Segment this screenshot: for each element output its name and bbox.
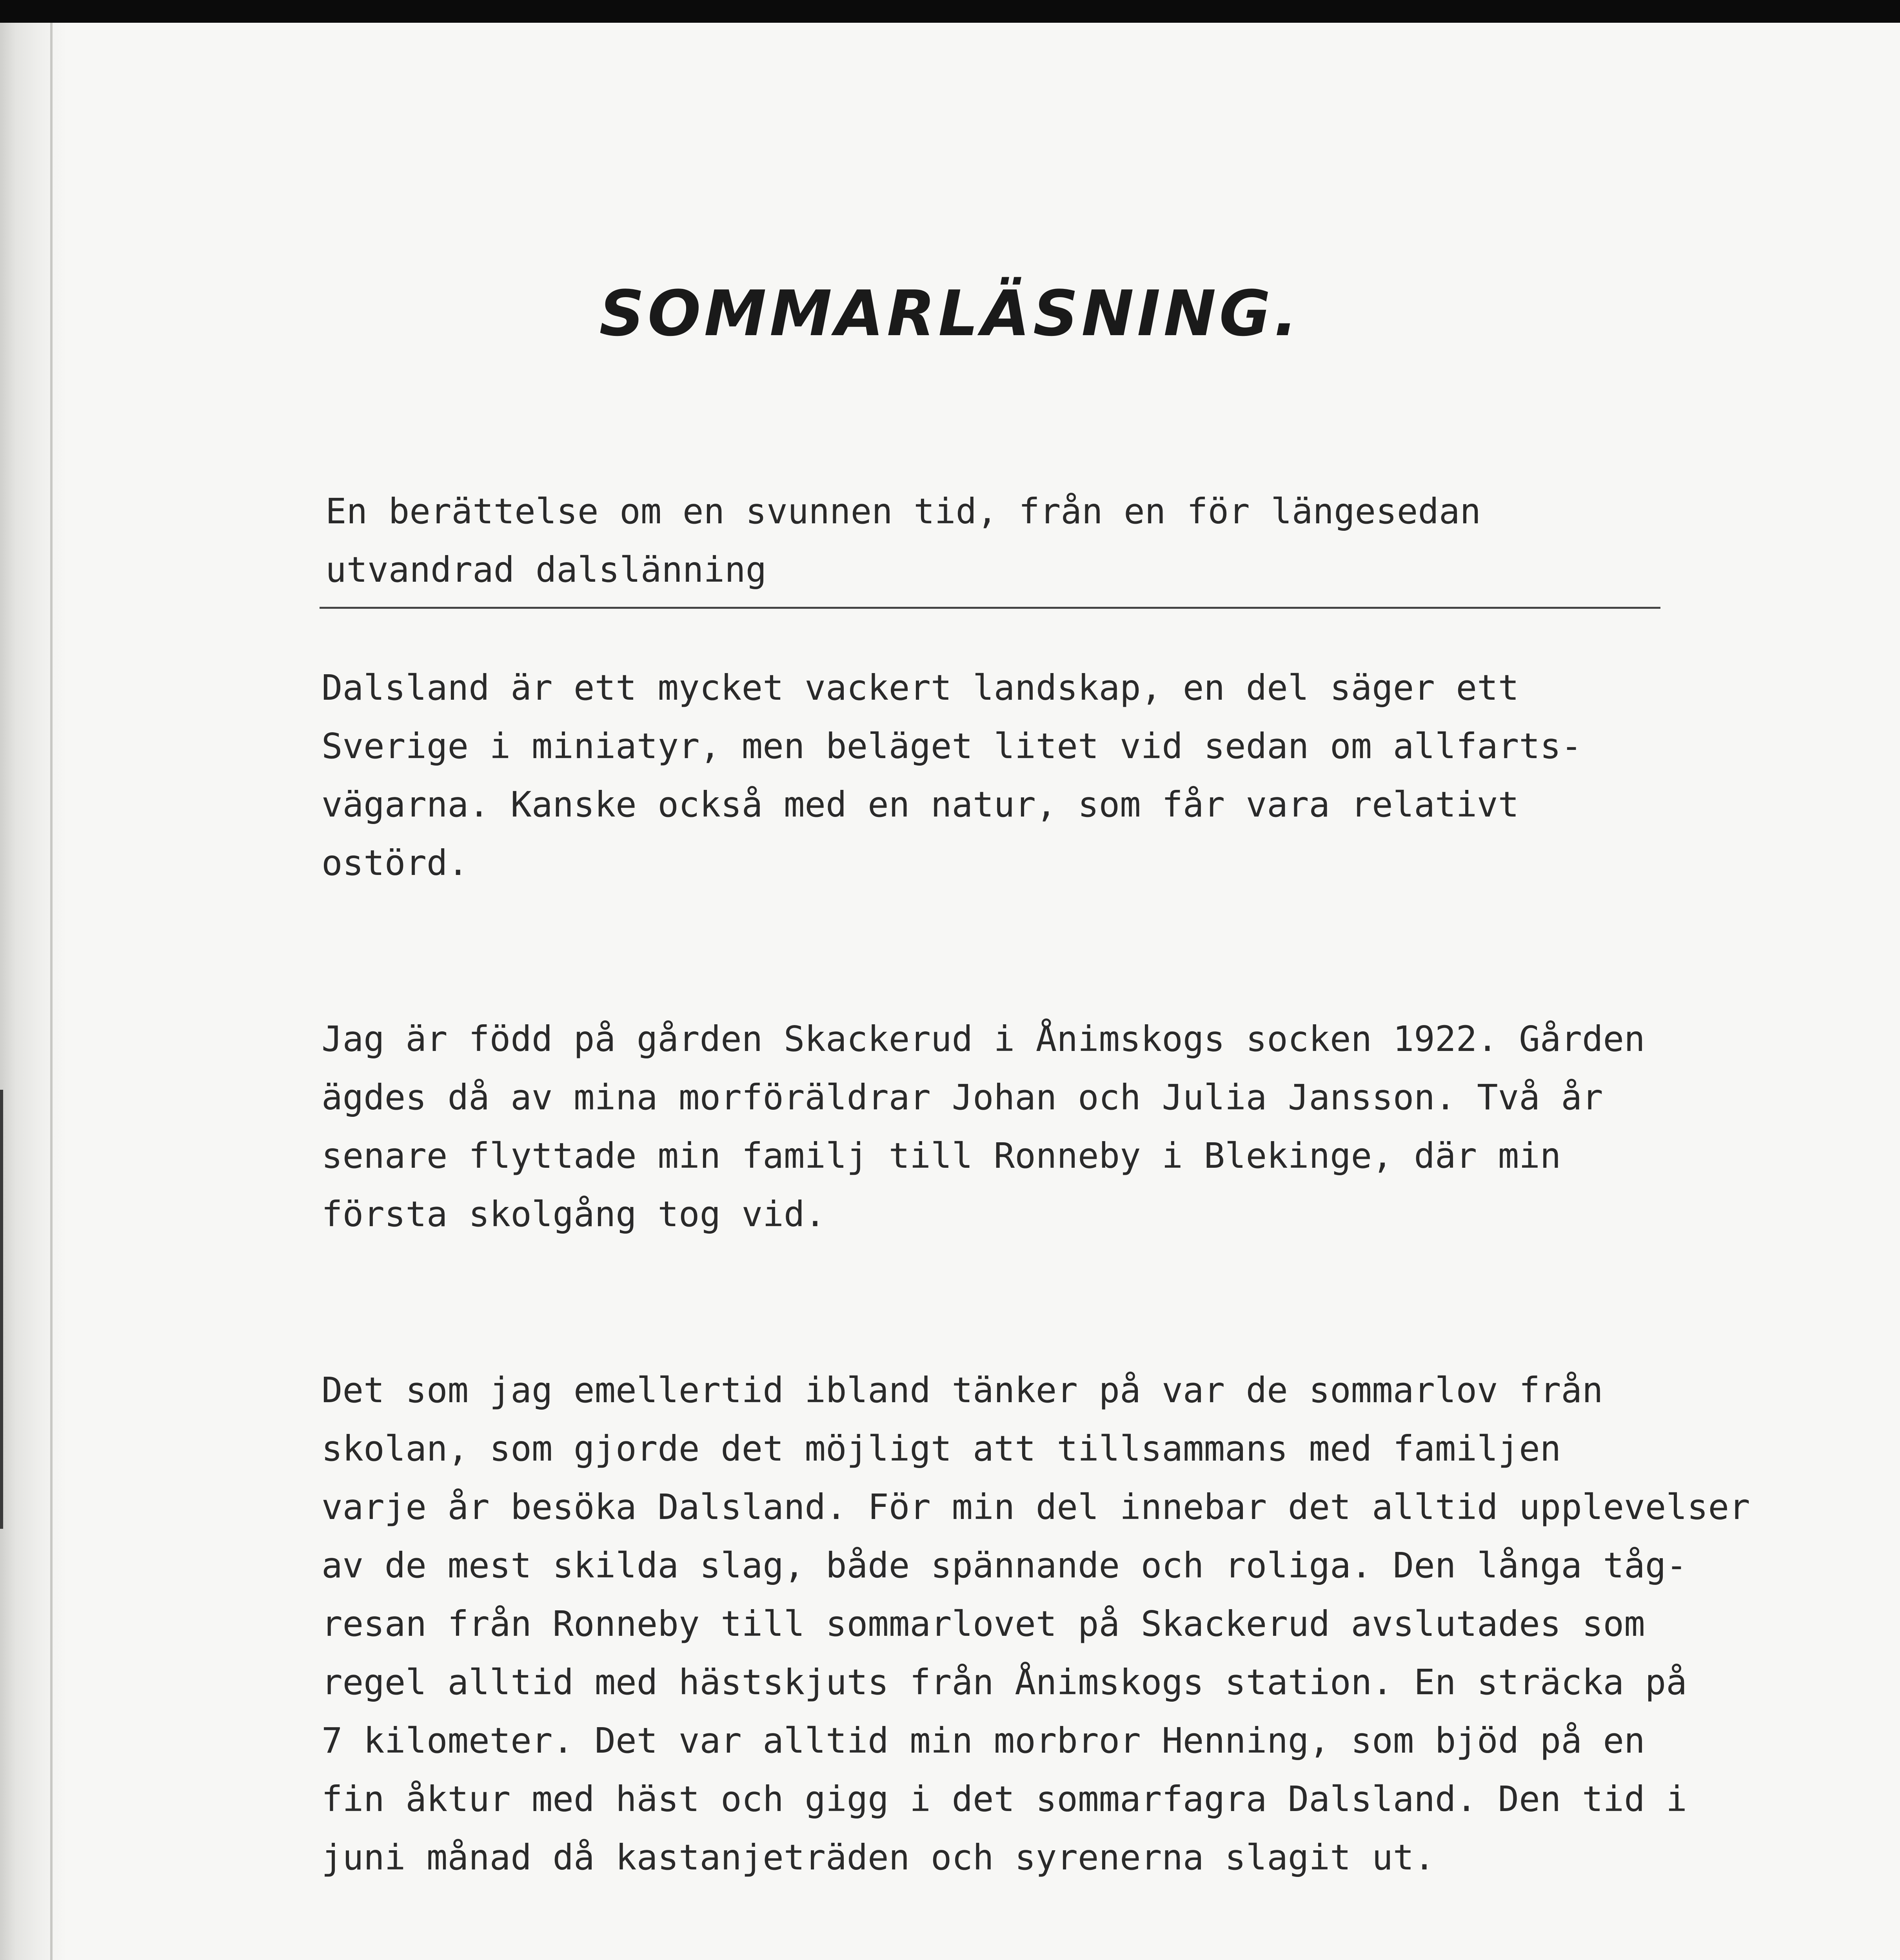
subtitle xyxy=(325,482,1658,599)
paragraph-birth xyxy=(322,1010,1694,1243)
text-line: senare flyttade min familj till Ronneby i Blekinge, där min xyxy=(322,1135,1561,1176)
horizontal-rule xyxy=(320,607,1660,609)
text-line: första skolgång tog vid. xyxy=(322,1194,826,1234)
text-line: varje år besöka Dalsland. För min del innebar det alltid upplevelser xyxy=(322,1486,1750,1527)
text-line: skolan, som gjorde det möjligt att tillsammans med familjen xyxy=(322,1428,1561,1469)
paragraph-dalsland xyxy=(322,659,1694,892)
text-line: Sverige i miniatyr, men beläget litet vid sedan om allfarts- xyxy=(322,726,1582,766)
text-line: regel alltid med hästskjuts från Ånimskogs station. En sträcka på xyxy=(322,1662,1687,1702)
text-line: ägdes då av mina morföräldrar Johan och Julia Jansson. Två år xyxy=(322,1077,1603,1118)
binding-mark xyxy=(0,1090,3,1529)
text-line: juni månad då kastanjeträden och syrenerna slagit ut. xyxy=(322,1837,1435,1878)
text-line: fin åktur med häst och gigg i det sommarfagra Dalsland. Den tid i xyxy=(322,1779,1687,1819)
text-line: ostörd. xyxy=(322,842,469,883)
text-line: 7 kilometer. Det var alltid min morbror Henning, som bjöd på en xyxy=(322,1720,1645,1761)
subtitle-line: En berättelse om en svunnen tid, från en för längesedan xyxy=(325,491,1481,532)
page-title: SOMMARLÄSNING. xyxy=(599,277,1301,350)
text-line: resan från Ronneby till sommarlovet på Skackerud avslutades som xyxy=(322,1603,1645,1644)
text-line: Jag är född på gården Skackerud i Ånimskogs socken 1922. Gården xyxy=(322,1018,1645,1059)
body-text xyxy=(322,659,1750,1960)
text-line: Det som jag emellertid ibland tänker på var de sommarlov från xyxy=(322,1370,1603,1410)
subtitle-line: utvandrad dalslänning xyxy=(325,549,767,590)
text-line: av de mest skilda slag, både spännande och roliga. Den långa tåg- xyxy=(322,1545,1687,1586)
paragraph-summer-holidays xyxy=(322,1361,1750,1887)
text-line: vägarna. Kanske också med en natur, som får vara relativt xyxy=(322,784,1519,825)
text-line: Dalsland är ett mycket vackert landskap, en del säger ett xyxy=(322,667,1519,708)
scan-top-edge xyxy=(0,0,1900,23)
